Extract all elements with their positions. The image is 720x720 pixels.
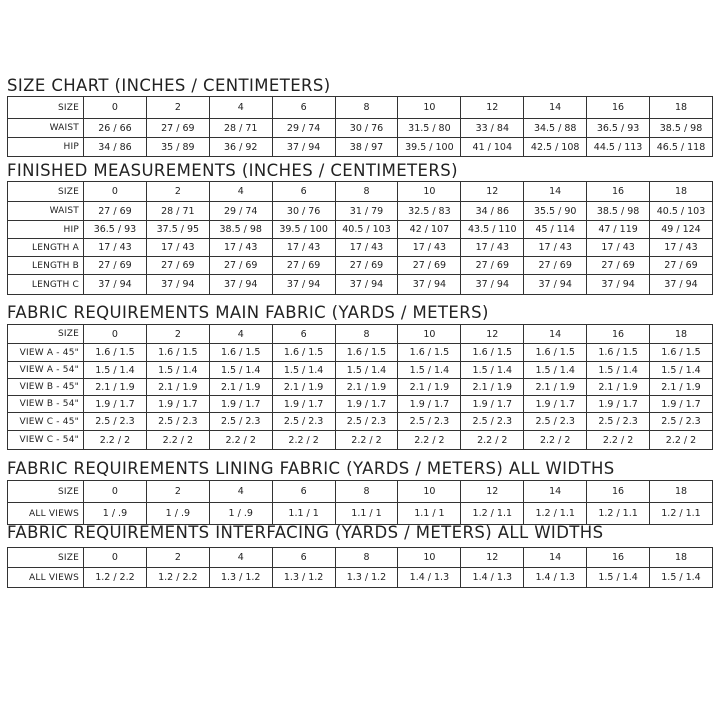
measurement-cell: 1.6 / 1.5 [209, 344, 272, 362]
measurement-cell: 2.5 / 2.3 [84, 413, 147, 431]
row-label: LENGTH C [8, 275, 84, 295]
measurement-cell: 2.5 / 2.3 [461, 413, 524, 431]
size-header-cell: 12 [461, 548, 524, 568]
measurement-cell: 1.9 / 1.7 [524, 396, 587, 413]
measurement-cell: 1.6 / 1.5 [335, 344, 398, 362]
table-row-all-views [8, 503, 713, 525]
measurement-cell: 42 / 107 [398, 221, 461, 239]
measurement-cell: 1.2 / 1.1 [587, 503, 650, 525]
row-label: VIEW A - 54" [8, 362, 84, 379]
measurement-cell: 1.5 / 1.4 [461, 362, 524, 379]
section-title: FABRIC REQUIREMENTS MAIN FABRIC (YARDS / METERS) [7, 303, 489, 322]
measurement-cell: 1.9 / 1.7 [84, 396, 147, 413]
measurement-cell: 28 / 71 [146, 202, 209, 221]
table-row-view-c-45 [8, 413, 713, 431]
row-label: VIEW A - 45" [8, 344, 84, 362]
measurement-cell: 2.2 / 2 [84, 431, 147, 450]
size-header-cell: 18 [650, 481, 713, 503]
row-label: WAIST [8, 202, 84, 221]
measurement-cell: 39.5 / 100 [272, 221, 335, 239]
table-row-waist [8, 119, 713, 138]
measurement-cell: 17 / 43 [461, 239, 524, 257]
measurement-cell: 2.2 / 2 [461, 431, 524, 450]
measurement-cell: 1.6 / 1.5 [84, 344, 147, 362]
measurement-cell: 37 / 94 [84, 275, 147, 295]
size-header-cell: 8 [335, 97, 398, 119]
measurement-cell: 1.3 / 1.2 [335, 568, 398, 588]
row-label: VIEW B - 45" [8, 379, 84, 396]
measurement-cell: 2.2 / 2 [272, 431, 335, 450]
measurement-cell: 1 / .9 [146, 503, 209, 525]
measurement-cell: 40.5 / 103 [335, 221, 398, 239]
measurement-cell: 28 / 71 [209, 119, 272, 138]
measurement-cell: 1 / .9 [209, 503, 272, 525]
measurement-cell: 40.5 / 103 [650, 202, 713, 221]
measurement-cell: 1.9 / 1.7 [272, 396, 335, 413]
size-header-cell: 14 [524, 481, 587, 503]
measurement-cell: 1.6 / 1.5 [146, 344, 209, 362]
measurement-cell: 1.5 / 1.4 [146, 362, 209, 379]
size-header-cell: 2 [146, 182, 209, 202]
table-header-row [8, 182, 713, 202]
size-header-cell: 10 [398, 481, 461, 503]
measurement-cell: 1.5 / 1.4 [335, 362, 398, 379]
measurement-cell: 1.2 / 1.1 [650, 503, 713, 525]
table-header-row [8, 97, 713, 119]
size-header-cell: 0 [84, 325, 147, 344]
size-header-cell: 10 [398, 548, 461, 568]
measurement-cell: 17 / 43 [587, 239, 650, 257]
measurement-cell: 44.5 / 113 [587, 138, 650, 157]
measurement-cell: 29 / 74 [209, 202, 272, 221]
measurement-cell: 2.1 / 1.9 [650, 379, 713, 396]
measurement-cell: 1.4 / 1.3 [524, 568, 587, 588]
measurement-cell: 1.6 / 1.5 [461, 344, 524, 362]
measurement-cell: 1.9 / 1.7 [587, 396, 650, 413]
measurement-cell: 38.5 / 98 [587, 202, 650, 221]
measurement-cell: 2.1 / 1.9 [335, 379, 398, 396]
measurement-cell: 27 / 69 [272, 257, 335, 275]
measurement-cell: 1.5 / 1.4 [209, 362, 272, 379]
measurement-cell: 2.1 / 1.9 [398, 379, 461, 396]
row-label: ALL VIEWS [8, 503, 84, 525]
size-header-cell: 6 [272, 182, 335, 202]
measurement-table [7, 181, 713, 295]
size-header-cell: 0 [84, 182, 147, 202]
size-header-cell: 16 [587, 182, 650, 202]
measurement-cell: 2.5 / 2.3 [587, 413, 650, 431]
size-header-cell: 14 [524, 325, 587, 344]
measurement-cell: 1.5 / 1.4 [84, 362, 147, 379]
measurement-cell: 1.9 / 1.7 [398, 396, 461, 413]
section-title: FABRIC REQUIREMENTS INTERFACING (YARDS / METERS) ALL WIDTHS [7, 523, 604, 542]
size-header-cell: 8 [335, 182, 398, 202]
measurement-cell: 27 / 69 [335, 257, 398, 275]
measurement-cell: 1.9 / 1.7 [335, 396, 398, 413]
measurement-cell: 37 / 94 [272, 275, 335, 295]
size-header-cell: 4 [209, 182, 272, 202]
row-label: VIEW C - 45" [8, 413, 84, 431]
measurement-cell: 2.1 / 1.9 [84, 379, 147, 396]
row-label: VIEW C - 54" [8, 431, 84, 450]
measurement-cell: 34 / 86 [461, 202, 524, 221]
size-header-cell: 0 [84, 548, 147, 568]
measurement-cell: 38.5 / 98 [209, 221, 272, 239]
table-row-view-a-54 [8, 362, 713, 379]
measurement-cell: 1.4 / 1.3 [461, 568, 524, 588]
section-title: FINISHED MEASUREMENTS (INCHES / CENTIMETERS) [7, 161, 458, 180]
row-label: HIP [8, 138, 84, 157]
table-header-row [8, 548, 713, 568]
measurement-cell: 2.1 / 1.9 [272, 379, 335, 396]
measurement-cell: 1.5 / 1.4 [587, 568, 650, 588]
measurement-table [7, 96, 713, 157]
measurement-cell: 36.5 / 93 [84, 221, 147, 239]
measurement-cell: 1.2 / 1.1 [524, 503, 587, 525]
size-header-cell: 18 [650, 97, 713, 119]
measurement-cell: 37 / 94 [587, 275, 650, 295]
measurement-cell: 39.5 / 100 [398, 138, 461, 157]
measurement-cell: 27 / 69 [84, 202, 147, 221]
size-header-cell: 6 [272, 481, 335, 503]
measurement-cell: 43.5 / 110 [461, 221, 524, 239]
table-header-row [8, 325, 713, 344]
measurement-cell: 37.5 / 95 [146, 221, 209, 239]
measurement-cell: 41 / 104 [461, 138, 524, 157]
size-header-cell: 8 [335, 325, 398, 344]
measurement-cell: 1.6 / 1.5 [272, 344, 335, 362]
size-header-cell: 18 [650, 325, 713, 344]
row-label: ALL VIEWS [8, 568, 84, 588]
measurement-cell: 1.5 / 1.4 [524, 362, 587, 379]
measurement-cell: 17 / 43 [84, 239, 147, 257]
measurement-cell: 27 / 69 [146, 119, 209, 138]
measurement-cell: 1.5 / 1.4 [272, 362, 335, 379]
size-label: SIZE [8, 97, 84, 119]
measurement-cell: 47 / 119 [587, 221, 650, 239]
measurement-cell: 2.2 / 2 [398, 431, 461, 450]
measurement-cell: 2.1 / 1.9 [461, 379, 524, 396]
measurement-cell: 2.1 / 1.9 [146, 379, 209, 396]
table-row-length-b [8, 257, 713, 275]
size-header-cell: 12 [461, 97, 524, 119]
row-label: WAIST [8, 119, 84, 138]
measurement-cell: 1.4 / 1.3 [398, 568, 461, 588]
measurement-cell: 1.2 / 2.2 [84, 568, 147, 588]
measurement-cell: 2.5 / 2.3 [335, 413, 398, 431]
row-label: LENGTH A [8, 239, 84, 257]
measurement-cell: 1.2 / 2.2 [146, 568, 209, 588]
measurement-cell: 35.5 / 90 [524, 202, 587, 221]
measurement-table [7, 324, 713, 450]
size-header-cell: 10 [398, 182, 461, 202]
measurement-cell: 1.5 / 1.4 [650, 568, 713, 588]
measurement-cell: 2.2 / 2 [587, 431, 650, 450]
measurement-cell: 17 / 43 [650, 239, 713, 257]
measurement-cell: 37 / 94 [209, 275, 272, 295]
measurement-cell: 30 / 76 [272, 202, 335, 221]
measurement-cell: 2.5 / 2.3 [524, 413, 587, 431]
size-header-cell: 18 [650, 182, 713, 202]
measurement-cell: 31 / 79 [335, 202, 398, 221]
measurement-cell: 2.1 / 1.9 [209, 379, 272, 396]
measurement-cell: 1.3 / 1.2 [272, 568, 335, 588]
measurement-cell: 27 / 69 [146, 257, 209, 275]
measurement-cell: 27 / 69 [524, 257, 587, 275]
measurement-cell: 1.5 / 1.4 [587, 362, 650, 379]
measurement-cell: 34 / 86 [84, 138, 147, 157]
measurement-cell: 2.5 / 2.3 [398, 413, 461, 431]
size-label: SIZE [8, 325, 84, 344]
measurement-cell: 36.5 / 93 [587, 119, 650, 138]
measurement-cell: 32.5 / 83 [398, 202, 461, 221]
table-row-hip [8, 138, 713, 157]
size-header-cell: 0 [84, 97, 147, 119]
measurement-cell: 2.2 / 2 [209, 431, 272, 450]
measurement-cell: 33 / 84 [461, 119, 524, 138]
measurement-cell: 38 / 97 [335, 138, 398, 157]
measurement-cell: 1.5 / 1.4 [398, 362, 461, 379]
measurement-cell: 1.9 / 1.7 [461, 396, 524, 413]
row-label: HIP [8, 221, 84, 239]
measurement-cell: 37 / 94 [335, 275, 398, 295]
measurement-table [7, 480, 713, 525]
table-row-view-b-45 [8, 379, 713, 396]
measurement-cell: 27 / 69 [587, 257, 650, 275]
measurement-cell: 37 / 94 [461, 275, 524, 295]
measurement-cell: 49 / 124 [650, 221, 713, 239]
measurement-table [7, 547, 713, 588]
measurement-cell: 1.6 / 1.5 [587, 344, 650, 362]
size-header-cell: 16 [587, 481, 650, 503]
measurement-cell: 1.6 / 1.5 [650, 344, 713, 362]
row-label: LENGTH B [8, 257, 84, 275]
measurement-cell: 27 / 69 [209, 257, 272, 275]
measurement-cell: 17 / 43 [209, 239, 272, 257]
measurement-cell: 1.1 / 1 [398, 503, 461, 525]
measurement-cell: 1.1 / 1 [335, 503, 398, 525]
table-row-view-b-54 [8, 396, 713, 413]
measurement-cell: 37 / 94 [272, 138, 335, 157]
measurement-cell: 26 / 66 [84, 119, 147, 138]
measurement-cell: 1.6 / 1.5 [524, 344, 587, 362]
measurement-cell: 27 / 69 [84, 257, 147, 275]
size-header-cell: 4 [209, 481, 272, 503]
measurement-cell: 2.5 / 2.3 [146, 413, 209, 431]
table-row-length-c [8, 275, 713, 295]
size-header-cell: 6 [272, 325, 335, 344]
section-title: SIZE CHART (INCHES / CENTIMETERS) [7, 76, 331, 95]
measurement-cell: 2.2 / 2 [335, 431, 398, 450]
size-label: SIZE [8, 481, 84, 503]
size-header-cell: 14 [524, 548, 587, 568]
measurement-cell: 46.5 / 118 [650, 138, 713, 157]
measurement-cell: 38.5 / 98 [650, 119, 713, 138]
measurement-cell: 37 / 94 [650, 275, 713, 295]
table-row-all-views [8, 568, 713, 588]
table-row-view-c-54 [8, 431, 713, 450]
measurement-cell: 1.6 / 1.5 [398, 344, 461, 362]
size-header-cell: 16 [587, 97, 650, 119]
measurement-cell: 1.3 / 1.2 [209, 568, 272, 588]
measurement-cell: 1.9 / 1.7 [209, 396, 272, 413]
measurement-cell: 27 / 69 [398, 257, 461, 275]
size-header-cell: 8 [335, 548, 398, 568]
measurement-cell: 1.9 / 1.7 [650, 396, 713, 413]
size-header-cell: 10 [398, 325, 461, 344]
table-row-waist [8, 202, 713, 221]
size-label: SIZE [8, 548, 84, 568]
size-header-cell: 6 [272, 548, 335, 568]
table-row-view-a-45 [8, 344, 713, 362]
measurement-cell: 37 / 94 [524, 275, 587, 295]
size-header-cell: 2 [146, 325, 209, 344]
measurement-cell: 17 / 43 [524, 239, 587, 257]
size-header-cell: 6 [272, 97, 335, 119]
measurement-cell: 17 / 43 [272, 239, 335, 257]
size-header-cell: 14 [524, 97, 587, 119]
measurement-cell: 37 / 94 [398, 275, 461, 295]
size-header-cell: 8 [335, 481, 398, 503]
measurement-cell: 2.5 / 2.3 [650, 413, 713, 431]
measurement-cell: 1.5 / 1.4 [650, 362, 713, 379]
size-header-cell: 16 [587, 325, 650, 344]
size-header-cell: 0 [84, 481, 147, 503]
measurement-cell: 1.2 / 1.1 [461, 503, 524, 525]
measurement-cell: 27 / 69 [461, 257, 524, 275]
measurement-cell: 45 / 114 [524, 221, 587, 239]
size-header-cell: 4 [209, 325, 272, 344]
table-row-hip [8, 221, 713, 239]
measurement-cell: 31.5 / 80 [398, 119, 461, 138]
measurement-cell: 1 / .9 [84, 503, 147, 525]
table-header-row [8, 481, 713, 503]
size-label: SIZE [8, 182, 84, 202]
measurement-cell: 17 / 43 [335, 239, 398, 257]
size-header-cell: 16 [587, 548, 650, 568]
measurement-cell: 2.1 / 1.9 [587, 379, 650, 396]
measurement-cell: 42.5 / 108 [524, 138, 587, 157]
table-row-length-a [8, 239, 713, 257]
size-header-cell: 12 [461, 182, 524, 202]
size-header-cell: 12 [461, 481, 524, 503]
measurement-cell: 17 / 43 [398, 239, 461, 257]
measurement-cell: 2.2 / 2 [650, 431, 713, 450]
measurement-cell: 1.9 / 1.7 [146, 396, 209, 413]
size-header-cell: 2 [146, 481, 209, 503]
measurement-cell: 2.2 / 2 [146, 431, 209, 450]
measurement-cell: 35 / 89 [146, 138, 209, 157]
size-header-cell: 4 [209, 97, 272, 119]
section-title: FABRIC REQUIREMENTS LINING FABRIC (YARDS / METERS) ALL WIDTHS [7, 459, 615, 478]
size-header-cell: 14 [524, 182, 587, 202]
measurement-cell: 30 / 76 [335, 119, 398, 138]
row-label: VIEW B - 54" [8, 396, 84, 413]
measurement-cell: 27 / 69 [650, 257, 713, 275]
measurement-cell: 2.1 / 1.9 [524, 379, 587, 396]
measurement-cell: 2.5 / 2.3 [272, 413, 335, 431]
measurement-cell: 36 / 92 [209, 138, 272, 157]
size-header-cell: 4 [209, 548, 272, 568]
size-header-cell: 18 [650, 548, 713, 568]
measurement-cell: 2.2 / 2 [524, 431, 587, 450]
measurement-cell: 1.1 / 1 [272, 503, 335, 525]
size-header-cell: 12 [461, 325, 524, 344]
measurement-cell: 17 / 43 [146, 239, 209, 257]
size-header-cell: 2 [146, 548, 209, 568]
size-header-cell: 2 [146, 97, 209, 119]
measurement-cell: 37 / 94 [146, 275, 209, 295]
measurement-cell: 34.5 / 88 [524, 119, 587, 138]
measurement-cell: 29 / 74 [272, 119, 335, 138]
size-header-cell: 10 [398, 97, 461, 119]
measurement-cell: 2.5 / 2.3 [209, 413, 272, 431]
